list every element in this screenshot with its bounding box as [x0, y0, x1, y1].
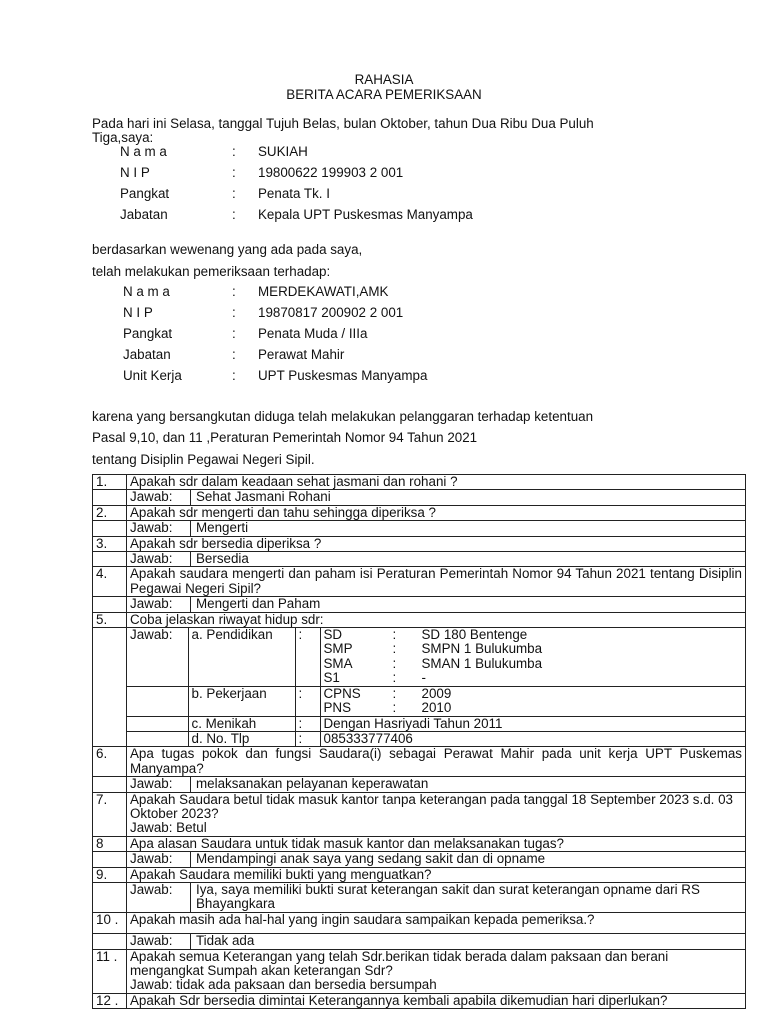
table-row [93, 882, 746, 912]
examinee-unit-label: Unit Kerja [123, 368, 182, 383]
biodata-cell [127, 628, 746, 747]
table-row [127, 716, 745, 731]
question-number: 11 . [93, 949, 127, 993]
examinee-nip-value: 19870817 200902 2 001 [258, 305, 404, 320]
examiner-jabatan-colon: : [232, 207, 236, 222]
question-text: Apakah saudara mengerti dan paham isi Peraturan Pemerintah Nomor 94 Tahun 2021 tentang Disiplin Pegawai Negeri Sipil? [127, 567, 746, 597]
table-row [93, 777, 746, 792]
table-row [93, 792, 746, 836]
jawab-label: Jawab: [130, 552, 191, 566]
colon: : [295, 731, 320, 746]
phone-value: 085333777406 [320, 731, 745, 746]
education-school: - [421, 670, 426, 686]
question-number: 12 . [93, 993, 127, 1008]
colon: : [392, 627, 397, 643]
table-row [93, 490, 746, 505]
reason-line-3: tentang Disiplin Pegawai Negeri Sipil. [92, 452, 315, 467]
examinee-pangkat-value: Penata Muda / IIIa [258, 326, 368, 341]
question-text: Apakah Saudara betul tidak masuk kantor tanpa keterangan pada tanggal 18 September 2023 s.d. 03 Oktober 2023? [130, 791, 734, 821]
question-number: 3. [93, 536, 127, 551]
intro-line-1: Pada hari ini Selasa, tanggal Tujuh Belas, bulan Oktober, tahun Dua Ribu Dua Puluh [92, 116, 594, 131]
jawab-label: Jawab: [130, 852, 191, 866]
answer-text: Bersedia [196, 551, 249, 567]
colon: : [295, 716, 320, 731]
document-title: BERITA ACARA PEMERIKSAAN [286, 87, 482, 102]
table-row [127, 731, 745, 746]
intro-line-2: Tiga,saya: [92, 130, 154, 145]
answer-text: Jawab: Betul [130, 820, 207, 836]
examinee-jabatan-colon: : [232, 347, 236, 362]
table-row [93, 521, 746, 536]
question-text: Apa tugas pokok dan fungsi Saudara(i) sebagai Perawat Mahir pada unit kerja UPT Puskemas Manyampa? [127, 747, 746, 777]
education-level: SMA [323, 655, 353, 671]
education-level: S1 [323, 670, 340, 686]
jawab-label: Jawab: [130, 521, 191, 535]
colon: : [392, 670, 397, 686]
answer-text: Mendampingi anak saya yang sedang sakit dan di opname [196, 851, 546, 867]
table-row [93, 612, 746, 627]
question-text: Apakah Sdr bersedia dimintai Keterangannya kembali apabila dikemudian hari diperlukan? [127, 993, 746, 1008]
menikah-label: c. Menikah [188, 716, 295, 731]
education-school: SD 180 Bentenge [421, 627, 528, 643]
authority-text: berdasarkan wewenang yang ada pada saya, [92, 242, 363, 257]
examinee-name-value: MERDEKAWATI,AMK [258, 284, 389, 299]
examinee-jabatan-value: Perawat Mahir [258, 347, 345, 362]
question-number: 1. [93, 475, 127, 490]
question-text: Apakah Saudara memiliki bukti yang menguatkan? [127, 867, 746, 882]
examinee-pangkat-colon: : [232, 326, 236, 341]
list-item [321, 657, 746, 671]
colon: : [392, 700, 397, 716]
education-level: SMP [323, 641, 353, 657]
menikah-value: Dengan Hasriyadi Tahun 2011 [320, 716, 745, 731]
colon: : [295, 628, 320, 686]
question-text: Coba jelaskan riwayat hidup sdr: [127, 612, 746, 627]
question-number: 5. [93, 612, 127, 627]
jawab-label: Jawab: [130, 777, 191, 791]
examinee-pangkat-label: Pangkat [123, 326, 173, 341]
job-status: CPNS [323, 685, 361, 701]
question-text: Apakah sdr bersedia diperiksa ? [127, 536, 746, 551]
list-item [321, 701, 746, 715]
question-text: Apakah sdr mengerti dan tahu sehingga diperiksa ? [127, 505, 746, 520]
education-level: SD [323, 627, 343, 643]
phone-label: d. No. Tlp [188, 731, 295, 746]
jawab-label: Jawab: [130, 883, 191, 912]
question-number: 10 . [93, 912, 127, 933]
question-text: Apakah semua Keterangan yang telah Sdr.berikan tidak berada dalam paksaan dan berani mengangkat Sumpah akan keterangan Sdr? [130, 948, 669, 978]
table-row [93, 567, 746, 597]
examiner-nip-value: 19800622 199903 2 001 [258, 165, 404, 180]
education-school: SMAN 1 Bulukumba [421, 655, 543, 671]
list-item [321, 687, 746, 701]
answer-text: Iya, saya memiliki bukti surat keterangan sakit dan surat keterangan opname dari RS Bhayangkara [196, 881, 700, 912]
question-number: 9. [93, 867, 127, 882]
answer-text: melaksanakan pelayanan keperawatan [196, 776, 429, 792]
table-row [93, 993, 746, 1008]
job-status: PNS [323, 700, 352, 716]
examiner-pangkat-label: Pangkat [120, 186, 170, 201]
question-text: Apakah masih ada hal-hal yang ingin saudara sampaikan kepada pemeriksa.? [127, 912, 746, 933]
jawab-label: Jawab: [127, 628, 188, 686]
examiner-pangkat-colon: : [232, 186, 236, 201]
jawab-label: Jawab: [130, 934, 191, 948]
table-row [93, 552, 746, 567]
job-year: 2009 [421, 685, 452, 701]
colon: : [392, 685, 397, 701]
question-text: Apa alasan Saudara untuk tidak masuk kantor dan melaksanakan tugas? [127, 836, 746, 851]
examiner-nip-colon: : [232, 165, 236, 180]
table-row [127, 628, 745, 686]
pendidikan-list [321, 628, 746, 686]
education-school: SMPN 1 Bulukumba [421, 641, 543, 657]
answer-text: Jawab: tidak ada paksaan dan bersedia bersumpah [130, 977, 437, 993]
examiner-jabatan-value: Kepala UPT Puskesmas Manyampa [258, 207, 473, 222]
question-number: 8 [93, 836, 127, 851]
question-number: 7. [93, 792, 127, 836]
examinee-nip-label: N I P [123, 305, 153, 320]
biodata-table [127, 628, 745, 746]
colon: : [295, 686, 320, 716]
examiner-pangkat-value: Penata Tk. I [258, 186, 330, 201]
examiner-jabatan-label: Jabatan [120, 207, 168, 222]
examiner-name-label: N a m a [120, 144, 167, 159]
classification-heading: RAHASIA [354, 72, 414, 87]
question-number: 4. [93, 567, 127, 597]
colon: : [392, 641, 397, 657]
answer-text: Mengerti [196, 520, 249, 536]
examinee-unit-colon: : [232, 368, 236, 383]
list-item [321, 671, 746, 685]
table-row [93, 536, 746, 551]
table-row [127, 686, 745, 716]
answer-text: Mengerti dan Paham [196, 596, 321, 612]
pekerjaan-list [321, 687, 746, 716]
answer-text: Tidak ada [196, 933, 255, 949]
jawab-label: Jawab: [130, 490, 191, 504]
examined-intro: telah melakukan pemeriksaan terhadap: [92, 264, 331, 279]
question-number: 6. [93, 747, 127, 777]
table-row [93, 852, 746, 867]
table-row [93, 949, 746, 993]
examinee-name-colon: : [232, 284, 236, 299]
table-row [93, 628, 746, 747]
table-row [93, 867, 746, 882]
pendidikan-label: a. Pendidikan [188, 628, 295, 686]
table-row [93, 597, 746, 612]
jawab-label: Jawab: [130, 597, 191, 611]
table-row [93, 505, 746, 520]
table-row [93, 912, 746, 933]
examinee-nip-colon: : [232, 305, 236, 320]
question-text: Apakah sdr dalam keadaan sehat jasmani dan rohani ? [127, 475, 746, 490]
table-row [93, 836, 746, 851]
reason-line-2: Pasal 9,10, dan 11 ,Peraturan Pemerintah Nomor 94 Tahun 2021 [92, 430, 478, 445]
table-row [93, 475, 746, 490]
table-row [93, 747, 746, 777]
examinee-jabatan-label: Jabatan [123, 347, 171, 362]
examiner-name-value: SUKIAH [258, 144, 308, 159]
examination-qa-table [92, 474, 746, 1009]
job-year: 2010 [421, 700, 452, 716]
list-item [321, 628, 746, 642]
reason-line-1: karena yang bersangkutan diduga telah melakukan pelanggaran terhadap ketentuan [92, 409, 594, 424]
examinee-name-label: N a m a [123, 284, 170, 299]
table-row [93, 934, 746, 949]
examiner-name-colon: : [232, 144, 236, 159]
list-item [321, 642, 746, 656]
examinee-unit-value: UPT Puskesmas Manyampa [258, 368, 428, 383]
question-number: 2. [93, 505, 127, 520]
examiner-nip-label: N I P [120, 165, 150, 180]
answer-text: Sehat Jasmani Rohani [196, 489, 331, 505]
pekerjaan-label: b. Pekerjaan [188, 686, 295, 716]
colon: : [392, 655, 397, 671]
